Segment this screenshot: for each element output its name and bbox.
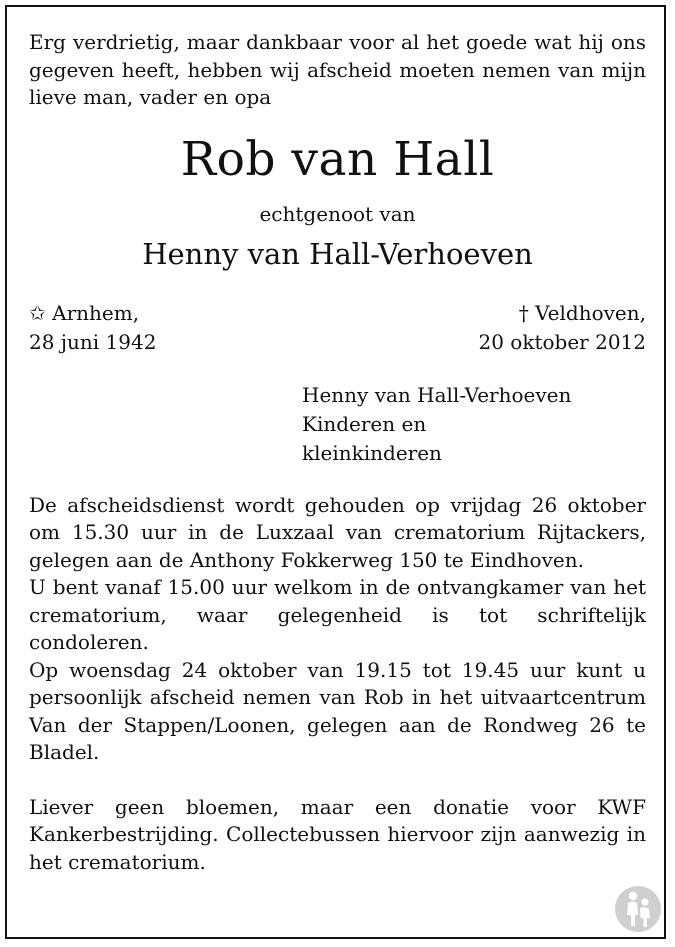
birth-info (29, 299, 156, 357)
birth-date: 28 juni 1942 (29, 329, 157, 354)
signatory-line: Henny van Hall-Verhoeven (302, 382, 572, 407)
service-paragraph: De afscheidsdienst wordt gehouden op vrijdag 26 oktober om 15.30 uur in de Luxzaal van crematorium Rijtackers, gelegen aan de Anthony Fokkerweg 150 te Eindhoven. (29, 492, 646, 572)
two-figures-logo-icon (614, 885, 662, 933)
death-info (479, 299, 647, 357)
closing-text: Liever geen bloemen, maar een donatie voor KWF Kankerbestrijding. Collectebussen hiervoor zijn aanwezig in het crematorium. (29, 794, 646, 874)
cross-icon: † (518, 300, 529, 325)
death-date: 20 oktober 2012 (478, 329, 646, 354)
deceased-name: Rob van Hall (180, 131, 495, 187)
intro-text: Erg verdrietig, maar dankbaar voor al het goede wat hij ons gegeven heeft, hebben wij afscheid moeten nemen van mijn lieve man, vader en opa (29, 30, 646, 109)
life-dates (29, 299, 646, 357)
obituary-notice (29, 29, 646, 876)
signatory-line: kleinkinderen (302, 440, 442, 465)
death-place: Veldhoven, (535, 300, 646, 325)
service-paragraph: U bent vanaf 15.00 uur welkom in de ontvangkamer van het crematorium, waar gelegenheid is tot schriftelijk condoleren. (29, 575, 646, 654)
service-details (29, 492, 646, 767)
signatories (302, 381, 646, 468)
signatory-line: Kinderen en (302, 411, 427, 436)
service-paragraph: Op woensdag 24 oktober van 19.15 tot 19.45 uur kunt u persoonlijk afscheid nemen van Rob in het uitvaartcentrum Van der Stappen/Loonen, gelegen aan de Rondweg 26 te Bladel. (29, 657, 646, 764)
star-icon: ✩ (29, 300, 46, 325)
birth-place: Arnhem, (52, 300, 140, 325)
spouse-label: echtgenoot van (259, 201, 416, 226)
spouse-name: Henny van Hall-Verhoeven (142, 236, 533, 271)
